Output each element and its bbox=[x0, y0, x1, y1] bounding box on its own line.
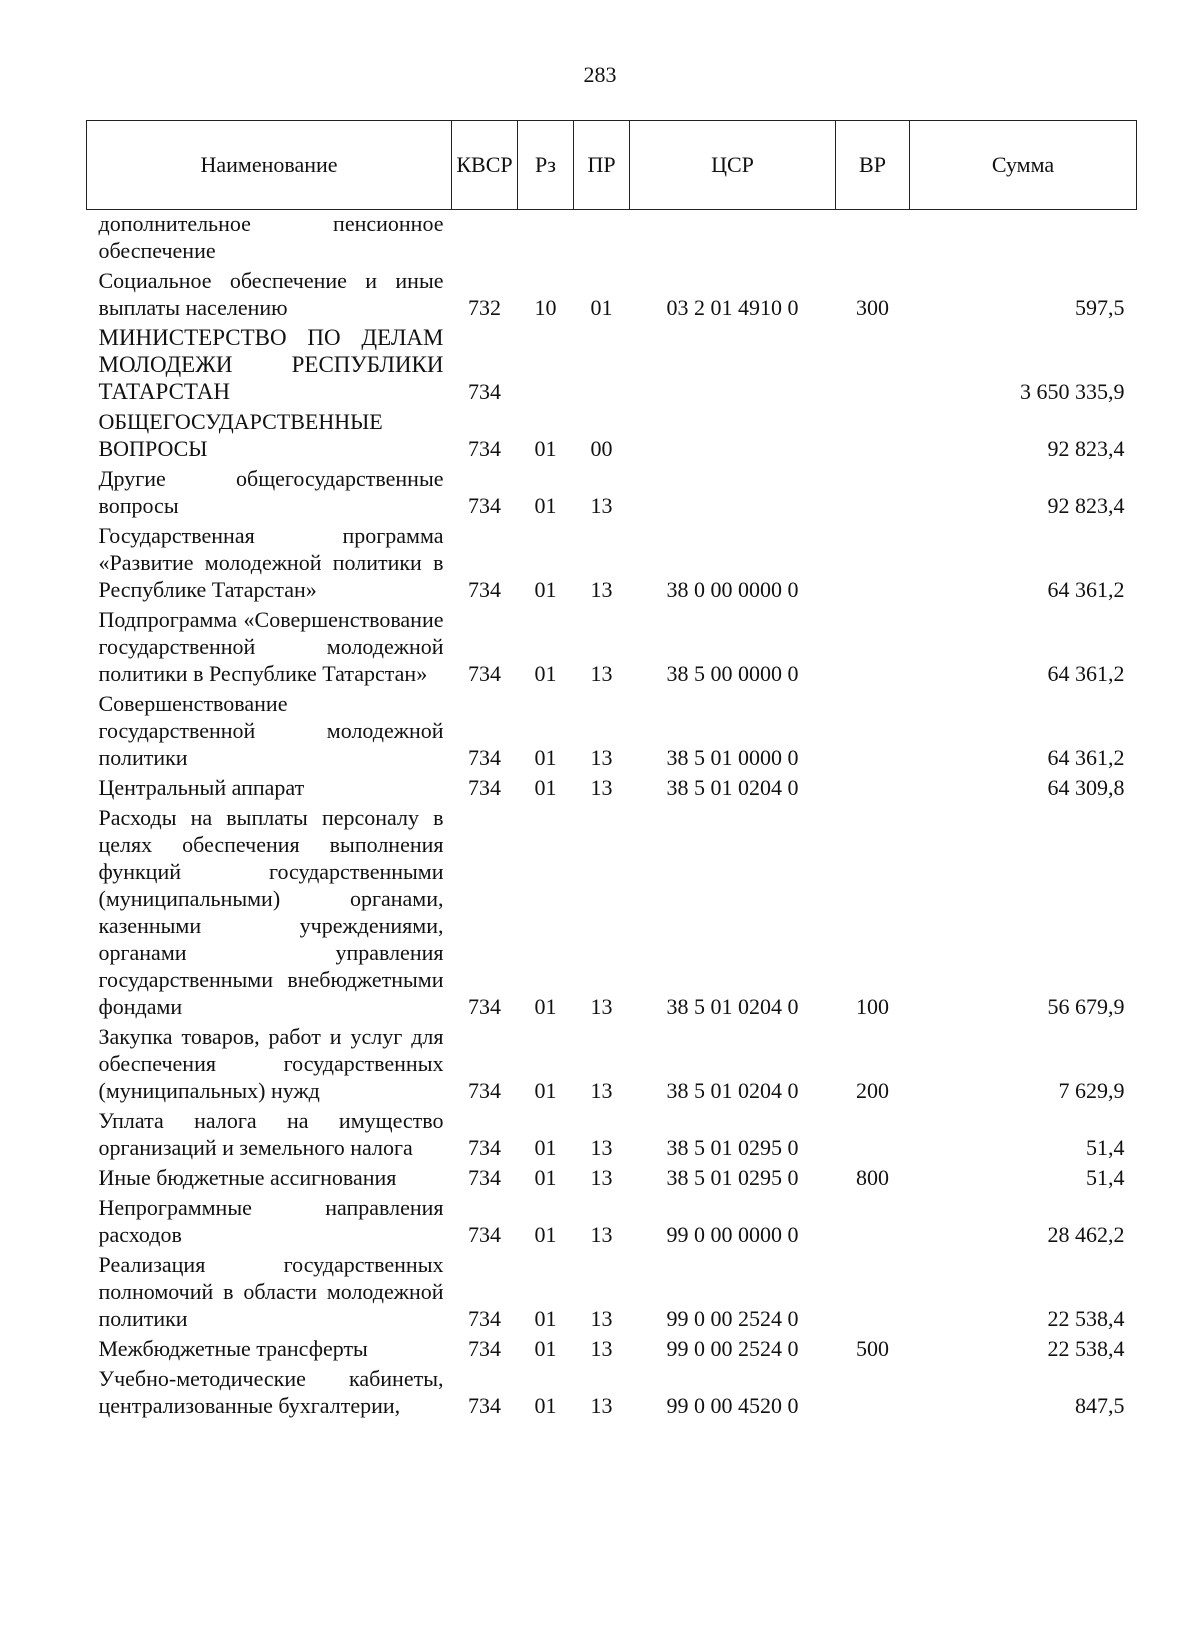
cell-sum: 28 462,2 bbox=[1047, 1222, 1125, 1247]
cell-rz: 01 bbox=[534, 1393, 557, 1418]
cell-kvsr bbox=[452, 210, 518, 265]
header-vr: ВР bbox=[836, 121, 910, 210]
cell-pr: 13 bbox=[590, 775, 613, 800]
cell-csr: 03 2 01 4910 0 bbox=[666, 295, 799, 320]
cell-rz: 01 bbox=[534, 577, 557, 602]
cell-csr bbox=[630, 321, 836, 405]
table-row bbox=[87, 801, 1137, 1020]
table-header-row bbox=[87, 121, 1137, 210]
cell-rz: 01 bbox=[534, 493, 557, 518]
header-pr: ПР bbox=[574, 121, 630, 210]
cell-sum: 7 629,9 bbox=[1058, 1078, 1125, 1103]
cell-rz: 10 bbox=[534, 295, 557, 320]
cell-vr bbox=[836, 1104, 910, 1161]
cell-csr: 38 0 00 0000 0 bbox=[666, 577, 799, 602]
cell-sum: 92 823,4 bbox=[1047, 493, 1125, 518]
cell-sum: 22 538,4 bbox=[1047, 1306, 1125, 1331]
cell-vr: 300 bbox=[856, 295, 889, 320]
cell-rz: 01 bbox=[534, 1078, 557, 1103]
cell-csr bbox=[630, 462, 836, 519]
cell-pr: 13 bbox=[590, 1135, 613, 1160]
table-row bbox=[87, 771, 1137, 801]
cell-rz: 01 bbox=[534, 1135, 557, 1160]
cell-name: Непрограммные направления расходов bbox=[98, 1195, 444, 1247]
table-row bbox=[87, 462, 1137, 519]
cell-name: Иные бюджетные ассигнования bbox=[98, 1165, 397, 1190]
cell-name: Государственная программа «Развитие молодежной политики в Республике Татарстан» bbox=[98, 523, 444, 602]
cell-vr bbox=[836, 1362, 910, 1419]
cell-vr bbox=[836, 462, 910, 519]
cell-rz bbox=[518, 321, 574, 405]
cell-vr bbox=[836, 1248, 910, 1332]
cell-csr: 38 5 01 0295 0 bbox=[666, 1165, 799, 1190]
cell-pr: 13 bbox=[590, 1222, 613, 1247]
table-row bbox=[87, 1020, 1137, 1104]
header-kvsr: КВСР bbox=[452, 121, 518, 210]
cell-sum: 92 823,4 bbox=[1047, 436, 1125, 461]
cell-pr: 13 bbox=[590, 1165, 613, 1190]
cell-vr bbox=[836, 321, 910, 405]
table-row bbox=[87, 405, 1137, 462]
cell-kvsr: 734 bbox=[468, 661, 501, 686]
cell-csr: 38 5 01 0204 0 bbox=[666, 1078, 799, 1103]
cell-sum: 64 361,2 bbox=[1047, 577, 1125, 602]
cell-csr bbox=[630, 210, 836, 265]
cell-vr: 500 bbox=[856, 1336, 889, 1361]
cell-rz: 01 bbox=[534, 661, 557, 686]
cell-kvsr: 734 bbox=[468, 1078, 501, 1103]
cell-kvsr: 734 bbox=[468, 1306, 501, 1331]
cell-csr: 99 0 00 4520 0 bbox=[666, 1393, 799, 1418]
page-number: 283 bbox=[583, 62, 617, 87]
cell-sum: 51,4 bbox=[1086, 1165, 1125, 1190]
table-row bbox=[87, 210, 1137, 265]
cell-vr bbox=[836, 603, 910, 687]
cell-name: Подпрограмма «Совершенствование государственной молодежной политики в Республике Татарстан» bbox=[98, 607, 444, 686]
cell-rz: 01 bbox=[534, 994, 557, 1019]
cell-pr: 00 bbox=[590, 436, 613, 461]
cell-name: МИНИСТЕРСТВО ПО ДЕЛАМ МОЛОДЕЖИ РЕСПУБЛИКИ ТАТАРСТАН bbox=[98, 325, 444, 404]
cell-sum: 64 361,2 bbox=[1047, 745, 1125, 770]
cell-csr: 99 0 00 0000 0 bbox=[666, 1222, 799, 1247]
cell-csr: 99 0 00 2524 0 bbox=[666, 1336, 799, 1361]
cell-rz: 01 bbox=[534, 1165, 557, 1190]
table-row bbox=[87, 687, 1137, 771]
cell-vr: 200 bbox=[856, 1078, 889, 1103]
cell-sum: 64 309,8 bbox=[1047, 775, 1125, 800]
table-row bbox=[87, 519, 1137, 603]
cell-kvsr: 734 bbox=[468, 493, 501, 518]
cell-csr: 99 0 00 2524 0 bbox=[666, 1306, 799, 1331]
cell-pr bbox=[574, 210, 630, 265]
table-row bbox=[87, 603, 1137, 687]
cell-pr: 13 bbox=[590, 661, 613, 686]
cell-kvsr: 734 bbox=[468, 1336, 501, 1361]
cell-name: Межбюджетные трансферты bbox=[98, 1336, 368, 1361]
cell-name: Центральный аппарат bbox=[98, 775, 305, 800]
cell-kvsr: 734 bbox=[468, 1135, 501, 1160]
cell-name: Учебно-методические кабинеты, централизованные бухгалтерии, bbox=[98, 1366, 444, 1418]
cell-sum: 64 361,2 bbox=[1047, 661, 1125, 686]
cell-rz: 01 bbox=[534, 436, 557, 461]
table-row bbox=[87, 1191, 1137, 1248]
cell-sum: 3 650 335,9 bbox=[1020, 379, 1125, 404]
budget-table bbox=[86, 120, 1137, 1419]
cell-rz: 01 bbox=[534, 745, 557, 770]
cell-pr: 13 bbox=[590, 493, 613, 518]
cell-sum: 22 538,4 bbox=[1047, 1336, 1125, 1361]
cell-pr: 13 bbox=[590, 577, 613, 602]
cell-kvsr: 734 bbox=[468, 994, 501, 1019]
cell-pr: 13 bbox=[590, 1393, 613, 1418]
cell-vr bbox=[836, 405, 910, 462]
cell-name: Реализация государственных полномочий в области молодежной политики bbox=[98, 1252, 444, 1331]
cell-kvsr: 734 bbox=[468, 775, 501, 800]
cell-name: Уплата налога на имущество организаций и земельного налога bbox=[98, 1108, 444, 1160]
cell-pr: 13 bbox=[590, 1306, 613, 1331]
table-row bbox=[87, 1332, 1137, 1362]
cell-name: Социальное обеспечение и иные выплаты населению bbox=[98, 268, 444, 320]
cell-vr: 100 bbox=[856, 994, 889, 1019]
cell-kvsr: 734 bbox=[468, 1165, 501, 1190]
cell-rz: 01 bbox=[534, 1222, 557, 1247]
cell-name: ОБЩЕГОСУДАРСТВЕННЫЕ ВОПРОСЫ bbox=[98, 409, 383, 461]
cell-vr bbox=[836, 771, 910, 801]
table-row bbox=[87, 264, 1137, 321]
cell-sum: 597,5 bbox=[1075, 295, 1125, 320]
cell-name: Расходы на выплаты персоналу в целях обеспечения выполнения функций государственными (муниципальными) органами, казенными учреждениями, органами управления государственными внебюджетными фондами bbox=[98, 805, 444, 1019]
cell-vr bbox=[836, 210, 910, 265]
cell-csr: 38 5 01 0000 0 bbox=[666, 745, 799, 770]
cell-kvsr: 734 bbox=[468, 577, 501, 602]
cell-rz: 01 bbox=[534, 1306, 557, 1331]
cell-sum: 847,5 bbox=[1075, 1393, 1125, 1418]
cell-kvsr: 734 bbox=[468, 436, 501, 461]
cell-vr bbox=[836, 1191, 910, 1248]
table-row bbox=[87, 1248, 1137, 1332]
cell-kvsr: 734 bbox=[468, 1393, 501, 1418]
cell-vr bbox=[836, 687, 910, 771]
cell-pr: 01 bbox=[590, 295, 613, 320]
cell-rz: 01 bbox=[534, 1336, 557, 1361]
cell-csr: 38 5 01 0204 0 bbox=[666, 775, 799, 800]
cell-csr: 38 5 01 0204 0 bbox=[666, 994, 799, 1019]
header-sum: Сумма bbox=[910, 121, 1137, 210]
cell-pr: 13 bbox=[590, 1336, 613, 1361]
cell-csr bbox=[630, 405, 836, 462]
cell-sum: 51,4 bbox=[1086, 1135, 1125, 1160]
cell-rz: 01 bbox=[534, 775, 557, 800]
table-row bbox=[87, 321, 1137, 405]
header-name: Наименование bbox=[87, 121, 452, 210]
header-rz: Рз bbox=[518, 121, 574, 210]
cell-kvsr: 732 bbox=[468, 295, 501, 320]
cell-csr: 38 5 00 0000 0 bbox=[666, 661, 799, 686]
header-csr: ЦСР bbox=[630, 121, 836, 210]
cell-vr bbox=[836, 519, 910, 603]
cell-name: дополнительное пенсионное обеспечение bbox=[98, 211, 444, 263]
table-row bbox=[87, 1161, 1137, 1191]
table-row bbox=[87, 1362, 1137, 1419]
cell-pr bbox=[574, 321, 630, 405]
cell-pr: 13 bbox=[590, 745, 613, 770]
cell-kvsr: 734 bbox=[468, 1222, 501, 1247]
cell-sum bbox=[910, 210, 1137, 265]
cell-name: Другие общегосударственные вопросы bbox=[98, 466, 444, 518]
table-row bbox=[87, 1104, 1137, 1161]
cell-name: Совершенствование государственной молодежной политики bbox=[98, 691, 444, 770]
cell-pr: 13 bbox=[590, 994, 613, 1019]
cell-pr: 13 bbox=[590, 1078, 613, 1103]
cell-kvsr: 734 bbox=[468, 379, 501, 404]
cell-csr: 38 5 01 0295 0 bbox=[666, 1135, 799, 1160]
cell-rz bbox=[518, 210, 574, 265]
cell-sum: 56 679,9 bbox=[1047, 994, 1125, 1019]
cell-vr: 800 bbox=[856, 1165, 889, 1190]
cell-name: Закупка товаров, работ и услуг для обеспечения государственных (муниципальных) нужд bbox=[98, 1024, 444, 1103]
cell-kvsr: 734 bbox=[468, 745, 501, 770]
